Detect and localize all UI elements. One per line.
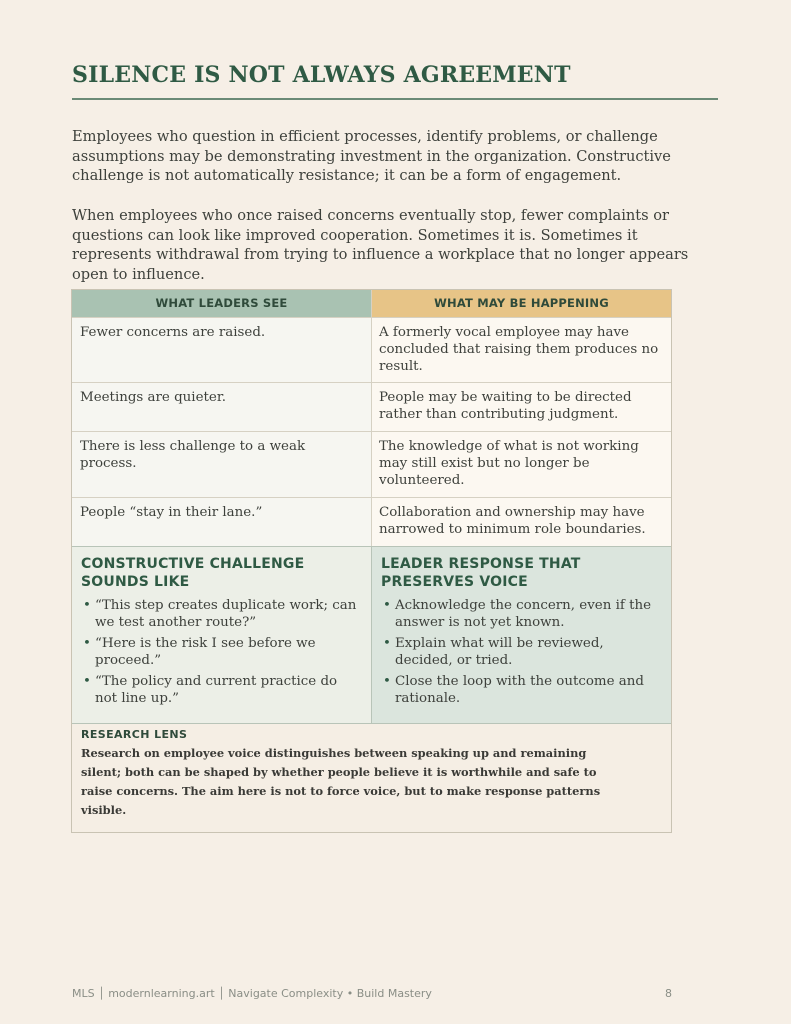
list-item xyxy=(381,597,662,631)
callout-panels xyxy=(72,546,671,723)
list-item-text: Close the loop with the outcome and rationale. xyxy=(395,674,644,706)
constructive-challenge-panel xyxy=(72,547,372,723)
list-item-text: “This step creates duplicate work; can we test another route?” xyxy=(95,598,357,630)
table-cell-observation: There is less challenge to a weak process. xyxy=(72,432,372,497)
list-item xyxy=(381,635,662,669)
bullet-icon: • xyxy=(83,636,91,651)
title-divider xyxy=(72,98,718,100)
table-cell-interpretation: A formerly vocal employee may have concluded that raising them produces no result. xyxy=(372,318,671,382)
list-item-text: Explain what will be reviewed, decided, or tried. xyxy=(395,636,604,668)
bullet-icon: • xyxy=(83,598,91,613)
page-title: SILENCE IS NOT ALWAYS AGREEMENT xyxy=(72,62,571,88)
table-cell-observation: Fewer concerns are raised. xyxy=(72,318,372,382)
table-header-row xyxy=(72,290,671,317)
table-row xyxy=(72,497,671,546)
footer-text: MLS │ modernlearning.art │ Navigate Complexity • Build Mastery xyxy=(72,987,432,1000)
bullet-icon: • xyxy=(383,636,391,651)
bullet-icon: • xyxy=(383,598,391,613)
list-item-text: “Here is the risk I see before we proceed.” xyxy=(95,636,316,668)
panel-title: LEADER RESPONSE THAT PRESERVES VOICE xyxy=(381,556,581,590)
intro-paragraph-1: Employees who question in efficient processes, identify problems, or challenge assumptions may be demonstrating investment in the organization. Constructive challenge is not automatically resistance; it can be a form of engagement. xyxy=(72,128,671,184)
table-cell-interpretation: The knowledge of what is not working may still exist but no longer be volunteered. xyxy=(372,432,671,497)
bullet-icon: • xyxy=(83,674,91,689)
comparison-table xyxy=(71,289,672,833)
list-item xyxy=(81,673,362,707)
header-what-may-be-happening: WHAT MAY BE HAPPENING xyxy=(372,290,671,317)
research-lens-label: RESEARCH LENS xyxy=(81,728,188,741)
bullet-list xyxy=(81,597,362,707)
table-cell-observation: People “stay in their lane.” xyxy=(72,498,372,546)
table-cell-interpretation: People may be waiting to be directed rather than contributing judgment. xyxy=(372,383,671,431)
list-item-text: “The policy and current practice do not line up.” xyxy=(95,674,338,706)
table-row xyxy=(72,317,671,382)
bullet-list xyxy=(381,597,662,707)
table-cell-observation: Meetings are quieter. xyxy=(72,383,372,431)
research-lens-box xyxy=(72,723,671,832)
list-item xyxy=(81,597,362,631)
page-number: 8 xyxy=(665,987,672,1000)
research-lens-text: Research on employee voice distinguishes between speaking up and remaining silent; both can be shaped by whether people believe it is worthwhile and safe to raise concerns. The aim here is not to force voice, but to make response patterns visible. xyxy=(81,746,601,817)
intro-paragraph-2: When employees who once raised concerns eventually stop, fewer complaints or questions can look like improved cooperation. Sometimes it is. Sometimes it represents withdrawal from trying to influence a workplace that no longer appears open to influence. xyxy=(72,207,689,283)
table-cell-interpretation: Collaboration and ownership may have narrowed to minimum role boundaries. xyxy=(372,498,671,546)
list-item xyxy=(81,635,362,669)
leader-response-panel xyxy=(372,547,671,723)
panel-title: CONSTRUCTIVE CHALLENGE SOUNDS LIKE xyxy=(81,556,305,590)
table-row xyxy=(72,382,671,431)
header-what-leaders-see: WHAT LEADERS SEE xyxy=(72,290,372,317)
bullet-icon: • xyxy=(383,674,391,689)
table-row xyxy=(72,431,671,497)
list-item-text: Acknowledge the concern, even if the answer is not yet known. xyxy=(395,598,652,630)
list-item xyxy=(381,673,662,707)
